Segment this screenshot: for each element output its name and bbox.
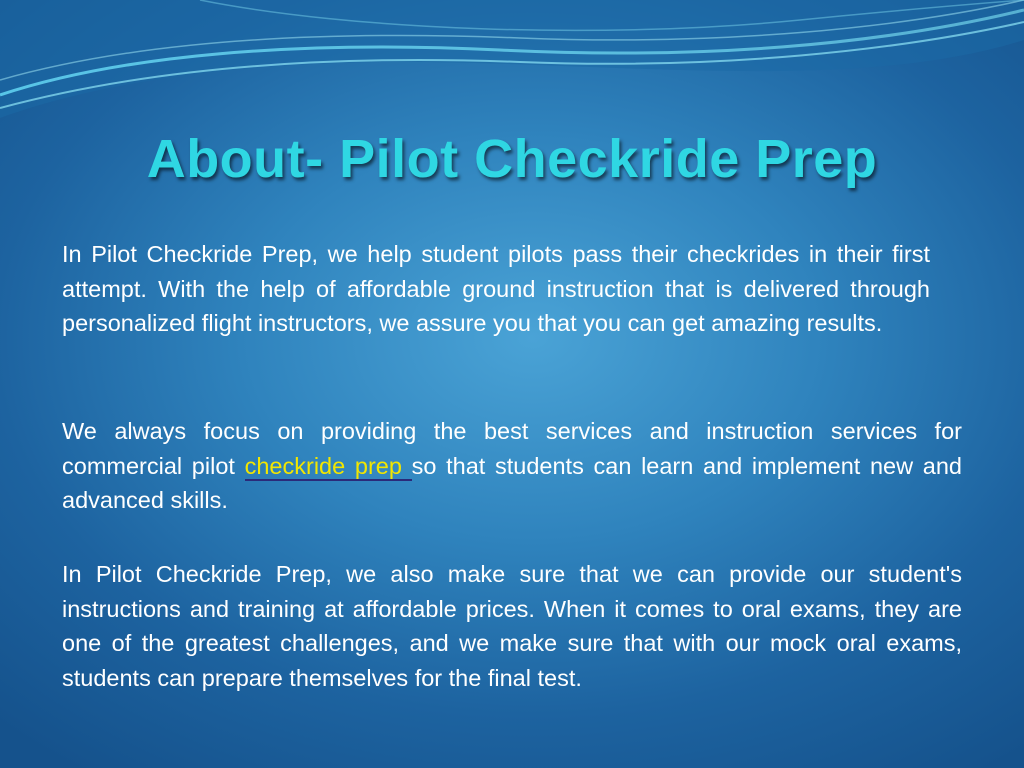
decorative-waves [0,0,1024,130]
paragraph-services-text-end: so that students can learn and implement new and advanced skills. [62,452,962,513]
paragraph-pricing: In Pilot Checkride Prep, we also make sure that we can provide our student's instructions and training at affordable prices. When it comes to oral exams, they are one of the greatest challenges, and we make sure that with our mock oral exams, students can prepare themselves for the final test. [62,561,962,691]
paragraph-services [62,414,962,518]
slide-title: About- Pilot Checkride Prep [146,129,878,189]
paragraph-intro: In Pilot Checkride Prep, we help student pilots pass their checkrides in their first attempt. With the help of affordable ground instruction that is delivered through personalized flight instructors, we assure you that you can get amazing results. [62,241,930,336]
paragraph-services-text-start: We always focus on providing the best services and instruction services for commercial pilot [62,418,962,479]
checkride-prep-link[interactable]: checkride prep [244,452,412,479]
